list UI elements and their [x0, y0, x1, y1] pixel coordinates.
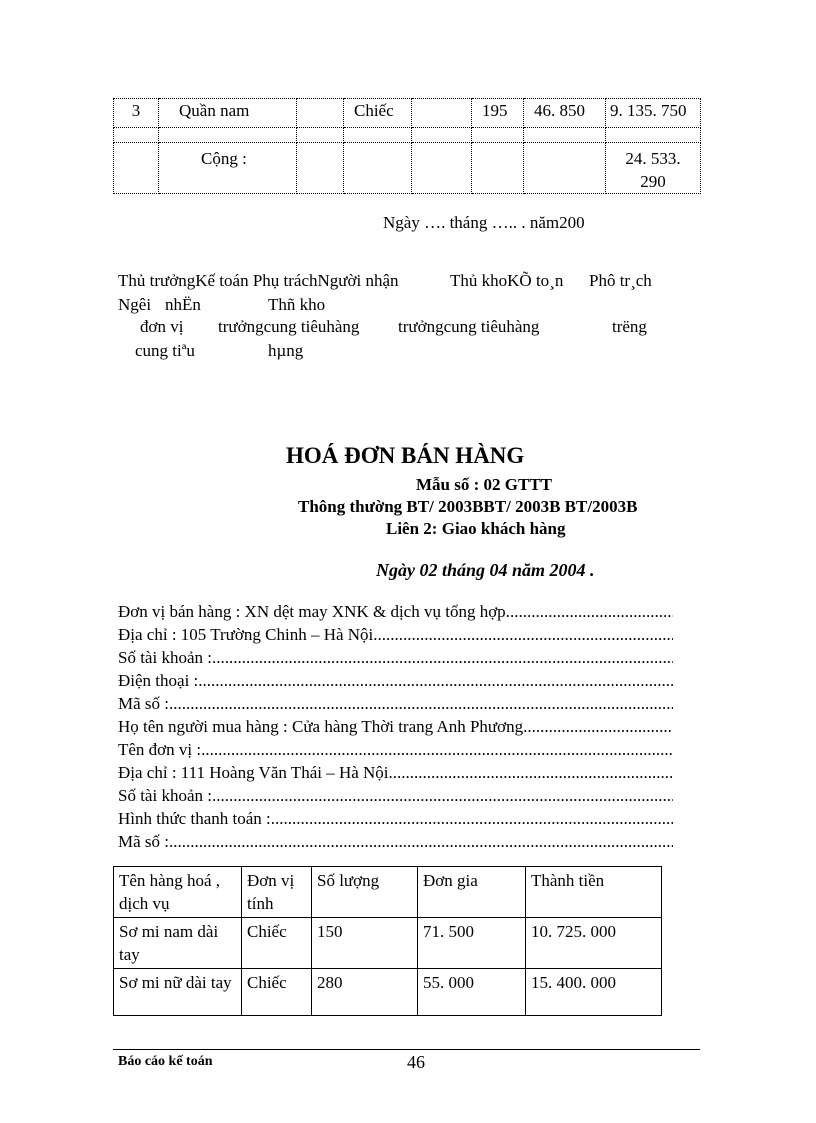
buyer-unit-line: Tên đơn vị : .....: [118, 738, 673, 761]
table-row: [114, 128, 701, 143]
cell-name: Quần nam: [159, 99, 297, 128]
cell-empty: [159, 128, 297, 143]
seller-address-line: Địa chỉ : 105 Trường Chinh – Hà Nội .....: [118, 623, 673, 646]
cell-qty: 150: [312, 918, 418, 969]
cell-unit: Chiếc: [242, 969, 312, 1016]
column-header: Số lượng: [312, 867, 418, 918]
seller-name-line: Đơn vị bán hàng : XN dệt may XNK & dịch vụ tổng hợp .....: [118, 600, 673, 623]
cell-empty: [472, 128, 524, 143]
column-header: Đơn gia: [418, 867, 526, 918]
cell-qty: 195: [472, 99, 524, 128]
table-row: [114, 918, 662, 969]
cell-qty: 280: [312, 969, 418, 1016]
signature-label: Thủ khoKÕ to¸n: [450, 271, 564, 290]
cell-empty: [297, 128, 344, 143]
buyer-tax-code-line: Mã số : .....: [118, 830, 673, 853]
buyer-address-line: Địa chỉ : 111 Hoàng Văn Thái – Hà Nội .....: [118, 761, 673, 784]
cell-empty: [114, 143, 159, 194]
column-header: Đơn vị tính: [242, 867, 312, 918]
invoice-type: Thông thường BT/ 2003BBT/ 2003B BT/2003B: [298, 497, 638, 516]
cell-empty: [412, 128, 472, 143]
table-row: [114, 969, 662, 1016]
cell-price: 55. 000: [418, 969, 526, 1016]
seller-phone-line: Điện thoại : .....: [118, 669, 673, 692]
cell-no: 3: [114, 99, 159, 128]
cell-empty: [297, 143, 344, 194]
cell-empty: [606, 128, 701, 143]
signature-label: trưởngcung tiêuhàng: [398, 317, 540, 336]
signature-label: Phô tr¸ch: [589, 271, 652, 290]
copy-line: Liên 2: Giao khách hàng: [386, 519, 566, 538]
cell-amount: 15. 400. 000: [526, 969, 662, 1016]
signature-label: trëng: [612, 317, 647, 336]
items-table: [113, 866, 662, 1016]
seller-tax-code-line: Mã số : .....: [118, 692, 673, 715]
cell-empty: [344, 128, 412, 143]
signature-label: trưởngcung tiêuhàng: [218, 317, 360, 336]
table-row: [114, 99, 701, 128]
signature-label: Thủ trưởngKế toán Phụ tráchNgười nhận: [118, 271, 399, 290]
footer-title: Báo cáo kế toán: [118, 1054, 213, 1069]
cell-amount: 10. 725. 000: [526, 918, 662, 969]
signature-label: cung tiªu: [135, 341, 195, 360]
cell-price: 46. 850: [524, 99, 606, 128]
signature-label: Thñ kho: [268, 295, 326, 314]
cell-empty: [524, 128, 606, 143]
cell-empty: [412, 143, 472, 194]
signature-label: Ngêi: [118, 295, 152, 314]
table-header-row: [114, 867, 662, 918]
cell-item-name: Sơ mi nữ dài tay: [114, 969, 242, 1016]
cell-unit: Chiếc: [242, 918, 312, 969]
cell-empty: [344, 143, 412, 194]
cell-price: 71. 500: [418, 918, 526, 969]
cell-empty: [472, 143, 524, 194]
cell-amount: 9. 135. 750: [606, 99, 701, 128]
cell-item-name: Sơ mi nam dài tay: [114, 918, 242, 969]
total-amount: 24. 533. 290: [606, 143, 701, 194]
column-header: Tên hàng hoá , dịch vụ: [114, 867, 242, 918]
seller-account-line: Số tài khoản : .....: [118, 646, 673, 669]
top-goods-table: [113, 98, 701, 194]
buyer-account-line: Số tài khoản : .....: [118, 784, 673, 807]
total-label: Cộng :: [159, 143, 297, 194]
signature-label: nhËn: [165, 295, 201, 314]
cell-empty: [297, 99, 344, 128]
page-number: 46: [407, 1052, 425, 1072]
signature-label: hµng: [268, 341, 304, 360]
cell-empty: [412, 99, 472, 128]
invoice-title: HOÁ ĐƠN BÁN HÀNG: [286, 443, 525, 468]
cell-unit: Chiếc: [344, 99, 412, 128]
cell-empty: [114, 128, 159, 143]
payment-method-line: Hình thức thanh toán : .....: [118, 807, 673, 830]
buyer-name-line: Họ tên người mua hàng : Cửa hàng Thời trang Anh Phương .....: [118, 715, 673, 738]
signature-label: đơn vị: [140, 317, 184, 336]
invoice-date: Ngày 02 tháng 04 năm 2004 .: [376, 560, 595, 580]
column-header: Thành tiền: [526, 867, 662, 918]
footer-divider: [113, 1049, 700, 1050]
cell-empty: [524, 143, 606, 194]
date-blank: Ngày …. tháng ….. . năm200: [383, 213, 585, 232]
total-row: [114, 143, 701, 194]
form-number: Mẫu số : 02 GTTT: [416, 475, 553, 494]
